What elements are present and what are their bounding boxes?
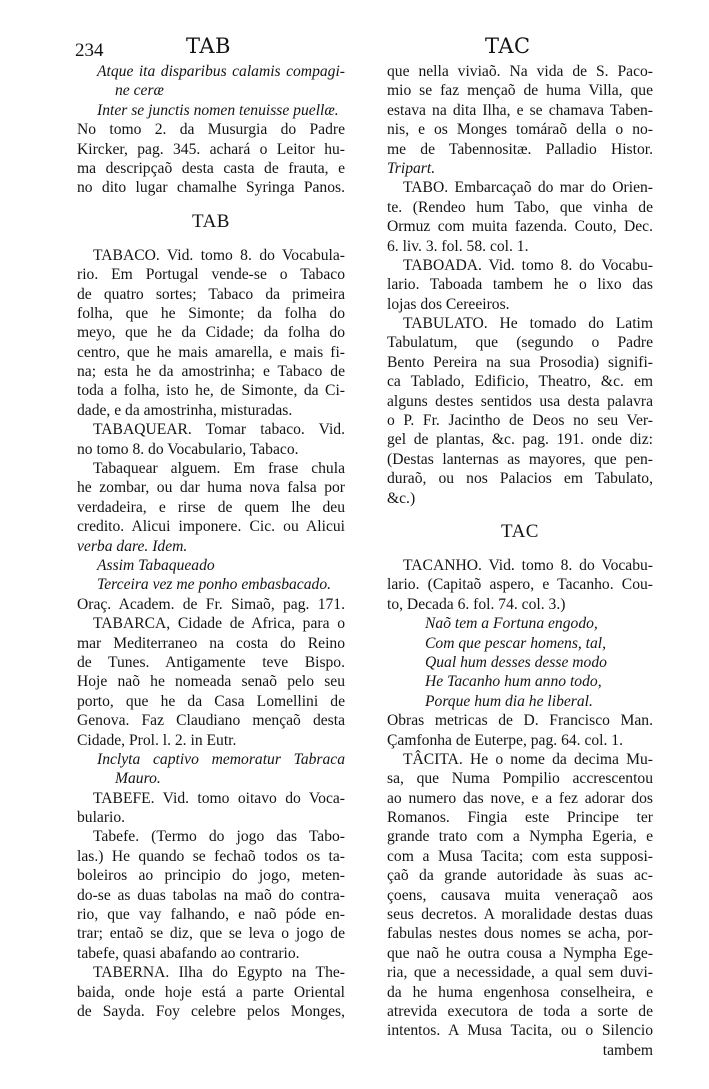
text-line: ne ceræ <box>115 82 164 100</box>
text-line: lario. Taboada tambem he o lixo das <box>387 276 653 294</box>
text-line: Kircker, pag. 345. achará o Leitor hu- <box>77 140 345 158</box>
text-line: dade, e da amostrinha, misturadas. <box>77 401 293 419</box>
left-column <box>77 62 345 1021</box>
text-line: to, Decada 6. fol. 74. col. 3.) <box>387 595 566 613</box>
text-line: centro, que he mais amarella, e mais fi- <box>77 343 345 361</box>
text-line: credito. Alicui imponere. Cic. ou Alicui <box>77 518 345 536</box>
text-line: da he huma engenhosa conselheira, e <box>387 983 653 1001</box>
text-line: Inter se junctis nomen tenuisse puellæ. <box>97 101 339 119</box>
right-column-entries <box>387 556 653 1041</box>
text-line: TABO. Embarcaçaõ do mar do Orien- <box>403 179 653 197</box>
text-line: rio, que vay falhando, e naõ póde en- <box>77 906 345 924</box>
text-line: mio se faz mençaõ de huma Villa, que <box>387 82 653 100</box>
text-line: estava na dita Ilha, e se chamava Taben- <box>387 101 653 119</box>
text-line: Terceira vez me ponho embasbacado. <box>97 576 332 594</box>
section-heading-tab: TAB <box>192 210 230 232</box>
text-line: duraõ, ou nos Palacios em Tabulato, <box>387 470 653 488</box>
text-line: Cidade, Prol. l. 2. in Eutr. <box>77 731 237 749</box>
text-line: çaõ da grande autoridade às suas ac- <box>387 867 653 885</box>
text-line: 6. liv. 3. fol. 58. col. 1. <box>387 237 529 255</box>
text-line: TABOADA. Vid. tomo 8. do Vocabu- <box>403 256 653 274</box>
text-line: alguns destes sentidos usa desta palavra <box>387 392 653 410</box>
text-line: ca Tablado, Edificio, Theatro, &c. em <box>387 373 653 391</box>
text-line: Romanos. Fingia este Principe ter <box>387 809 653 827</box>
text-line: seus decretos. A moralidade destas duas <box>387 906 653 924</box>
text-line: Mauro. <box>115 770 161 788</box>
text-line: meyo, que he da Cidade; da folha do <box>77 324 345 342</box>
text-line: atrevida executora de toda a sorte de <box>387 1002 653 1020</box>
text-line: çoens, causava muita veneraçaõ aos <box>387 886 653 904</box>
text-line: He Tacanho hum anno todo, <box>425 673 602 691</box>
running-header-left: TAB <box>186 34 231 58</box>
text-line: o P. Fr. Jacintho de Deos no seu Ver- <box>387 412 653 430</box>
text-line: na; esta he da amostrinha; e Tabaco de <box>77 363 345 381</box>
text-line: Hoje naõ he nomeada senaõ pelo seu <box>77 673 345 691</box>
text-line: Atque ita disparibus calamis compagi- <box>97 63 345 80</box>
right-column <box>387 62 653 1060</box>
text-line: mar Mediterraneo na costa do Reino <box>77 634 345 652</box>
text-line: folha, que he Simonte; da folha do <box>77 304 345 322</box>
text-line: he zombar, ou dar huma nova falsa por <box>77 479 345 497</box>
text-line: rio. Em Portugal vende-se o Tabaco <box>77 266 345 284</box>
text-line: Obras metricas de D. Francisco Man. <box>387 712 653 730</box>
text-line: las.) He quando se fechaõ todos os ta- <box>77 847 345 865</box>
text-line: Tripart. <box>387 159 436 177</box>
text-line: ria, que a necessidade, a qual sem duvi- <box>387 964 653 982</box>
running-header-right: TAC <box>485 34 531 58</box>
text-line: no dito lugar chamalhe Syringa Panos. <box>77 179 345 197</box>
text-line: verba dare. Idem. <box>77 537 188 555</box>
text-line: lario. (Capitaõ aspero, e Tacanho. Cou- <box>387 576 653 594</box>
right-column-lines <box>387 62 653 508</box>
text-line: que nella viviaõ. Na vida de S. Paco- <box>387 63 653 80</box>
text-line: TABERNA. Ilha do Egypto na The- <box>93 964 345 982</box>
text-line: TABEFE. Vid. tomo oitavo do Voca- <box>93 789 345 807</box>
text-line: Genova. Faz Claudiano mençaõ desta <box>77 712 345 730</box>
text-line: lojas dos Cereeiros. <box>387 295 510 313</box>
text-line: TACANHO. Vid. tomo 8. do Vocabu- <box>403 556 653 574</box>
text-line: TABULATO. He tomado do Latim <box>403 315 653 333</box>
text-line: Porque hum dia he liberal. <box>425 692 593 710</box>
left-column-entries <box>77 246 345 1022</box>
text-line: Inclyta captivo memoratur Tabraca <box>97 750 345 768</box>
text-line: de quatro sortes; Tabaco da primeira <box>77 285 345 303</box>
text-line: me de Tabennositæ. Palladio Histor. <box>387 140 653 158</box>
text-line: verdadeira, e rirse de quem lhe deu <box>77 498 345 516</box>
text-line: TÂCITA. He o nome da decima Mu- <box>403 750 653 768</box>
text-line: grande trato com a Nympha Egeria, e <box>387 828 653 846</box>
text-line: Ormuz com muita fazenda. Couto, Dec. <box>387 218 653 236</box>
text-line: tabefe, quasi abafando ao contrario. <box>77 944 300 962</box>
text-line: ao numero das nove, e a fez adorar dos <box>387 789 653 807</box>
text-line: trar; entaõ se diz, que se leva o jogo de <box>77 925 345 943</box>
text-line: gel de plantas, &c. pag. 191. onde diz: <box>387 431 653 449</box>
text-line: &c.) <box>387 489 416 507</box>
text-line: Qual hum desses desse modo <box>425 653 607 671</box>
text-line: toda a folha, isto he, de Simonte, da Ci- <box>77 382 345 400</box>
text-line: bulario. <box>77 809 126 827</box>
text-line: te. (Rendeo hum Tabo, que vinha de <box>387 198 653 216</box>
text-line: Tabaquear alguem. Em frase chula <box>93 460 345 478</box>
text-line: Bento Pereira na sua Prosodia) signifi- <box>387 353 653 371</box>
text-line: fabulas nestes dous nomes se acha, por- <box>387 925 653 943</box>
text-line: de Tunes. Antigamente teve Bispo. <box>77 653 345 671</box>
text-line: baida, onde hoje está a parte Oriental <box>77 983 345 1001</box>
text-line: com a Musa Tacita; com esta supposi- <box>387 847 653 865</box>
left-column-lines <box>77 62 345 198</box>
catchword: tambem <box>602 1041 653 1059</box>
text-line: nis, e os Monges tomáraõ della o no- <box>387 121 653 139</box>
text-line: que naõ he outra cousa a Nympha Ege- <box>387 944 653 962</box>
text-line: TABACO. Vid. tomo 8. do Vocabula- <box>93 246 345 264</box>
text-line: (Destas lanternas as mayores, que pen- <box>387 450 653 468</box>
text-line: Tabefe. (Termo do jogo das Tabo- <box>93 828 345 846</box>
text-line: Oraç. Academ. de Fr. Simaõ, pag. 171. <box>77 595 345 613</box>
text-line: Naõ tem a Fortuna engodo, <box>425 615 598 633</box>
text-line: porto, que he da Casa Lomellini de <box>77 692 345 710</box>
text-line: Assim Tabaqueado <box>97 556 215 574</box>
text-line: TABAQUEAR. Tomar tabaco. Vid. <box>93 421 345 439</box>
text-line: de Sayda. Foy celebre pelos Monges, <box>77 1002 345 1020</box>
text-line: No tomo 2. da Musurgia do Padre <box>77 121 345 139</box>
text-line: ma descripçaõ desta casta de frauta, e <box>77 159 345 177</box>
text-line: boleiros ao principio do jogo, meten- <box>77 867 345 885</box>
page-number: 234 <box>75 40 104 61</box>
text-line: no tomo 8. do Vocabulario, Tabaco. <box>77 440 299 458</box>
text-line: sa, que Numa Pompilio accrescentou <box>387 770 653 788</box>
text-line: Com que pescar homens, tal, <box>425 634 607 652</box>
section-heading-tac: TAC <box>501 520 539 542</box>
text-line: intentos. A Musa Tacita, ou o Silencio <box>387 1022 653 1040</box>
text-line: do-se as duas tabolas na maõ do contra- <box>77 886 345 904</box>
text-line: Çamfonha de Euterpe, pag. 64. col. 1. <box>387 731 624 749</box>
text-line: Tabulatum, que (segundo o Padre <box>387 334 653 352</box>
text-line: TABARCA, Cidade de Africa, para o <box>93 615 345 633</box>
